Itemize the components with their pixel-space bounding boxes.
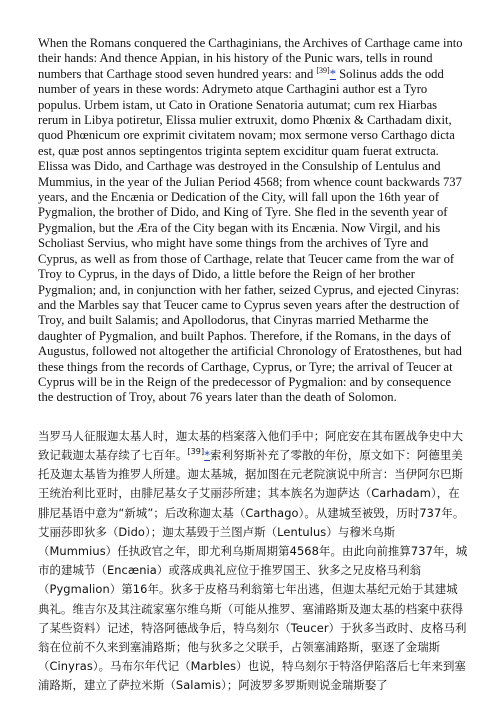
document-page [38,36,468,696]
chinese-text-part2: 索利努斯补充了零散的年份，原文如下：阿德里美托及迦太基皆为推罗人所建。迦太基城，据加图在元老院演说中所言：当伊阿尔巴斯王统治利比亚时，由腓尼基女子艾丽莎所建；其本族名为迦萨达（Carhadam），在腓尼基语中意为“新城”；后改称迦太基（Carthago）。从建城至被毁，历时737年。艾丽莎即狄多（Dido）；迦太基毁于兰图卢斯（Lentulus）与穆米乌斯（Mummius）任执政官之年，即尤利乌斯周期第4568年。由此向前推算737年，城市的建城节（Encænia）或落成典礼应位于推罗国王、狄多之兄皮格马利翁（Pygmalion）第16年。狄多于皮格马利翁第七年出逃，但迦太基纪元始于其建城典礼。维吉尔及其注疏家塞尔维乌斯（可能从推罗、塞浦路斯及迦太基的档案中获得了某些资料）记述，特洛阿德战争后，特乌刻尔（Teucer）于狄多当政时、皮格马利翁在位前不久来到塞浦路斯；他与狄多之父联手，占领塞浦路斯，驱逐了金瑞斯（Cinyras）。马布尔年代记（Marbles）也说，特乌刻尔于特洛伊陷落后七年来到塞浦路斯，建立了萨拉米斯（Salamis）；阿波罗多罗斯则说金瑞斯娶了 [38,447,468,693]
english-text-part2: Solinus adds the odd number of years in these words: Adrymeto atque Carthagini author est a Tyro populus. Urbem istam, ut Cato in Oratione Senatoria autumat; cum rex Hiarbas rerum in Libya potiretur, Elissa mulier extruxit, domo Phœnix & Carthadam dixit, quod Phœnicum ore exprimit civitatem novam; mox sermone verso Carthago dicta est, quæ post annos septingentos triginta septem exciditur quam fuerat extructa. Elissa was Dido, and Carthage was destroyed in the Consulship of Lentulus and Mummius, in the year of the Julian Period 4568; from whence count backwards 737 years, and the Encænia or Dedication of the City, will fall upon the 16th year of Pygmalion, the brother of Dido, and King of Tyre. She fled in the seventh year of Pygmalion, but the Æra of the City began with its Encænia. Now Virgil, and his Scholiast Servius, who might have some things from the archives of Tyre and Cyprus, as well as from those of Carthage, relate that Teucer came from the war of Troy to Cyprus, in the days of Dido, a little before the Reign of her brother Pygmalion; and, in conjunction with her father, seized Cyprus, and ejected Cinyras: and the Marbles say that Teucer came to Cyprus seven years after the destruction of Troy, and built Salamis; and Apollodorus, that Cinyras married Metharme the daughter of Pygmalion, and built Paphos. Therefore, if the Romans, in the days of Augustus, followed not altogether the artificial Chronology of Eratosthenes, but had these things from the records of Carthage, Cyprus, or Tyre; the arrival of Teucer at Cyprus will be in the Reign of the predecessor of Pygmalion: and by consequence the destruction of Troy, about 76 years later than the death of Solomon. [38,66,462,405]
chinese-footnote-link[interactable]: * [204,447,211,462]
chinese-footnote-number: [39] [187,447,205,457]
chinese-text-part1: 当罗马人征服迦太基人时，迦太基的档案落入他们手中；阿庇安在其布匿战争史中大致记载迦太基存续了七百年。 [38,428,464,462]
footnote-link[interactable]: * [329,66,337,81]
english-text-part1: When the Romans conquered the Carthaginians, the Archives of Carthage came into their hands: And thence Appian, in his history of the Punic wars, tells in round numbers that Carthage stood seven hundred years: and [38,36,463,81]
footnote-number: [39] [316,65,330,75]
chinese-paragraph [38,427,468,696]
english-paragraph [38,36,468,406]
